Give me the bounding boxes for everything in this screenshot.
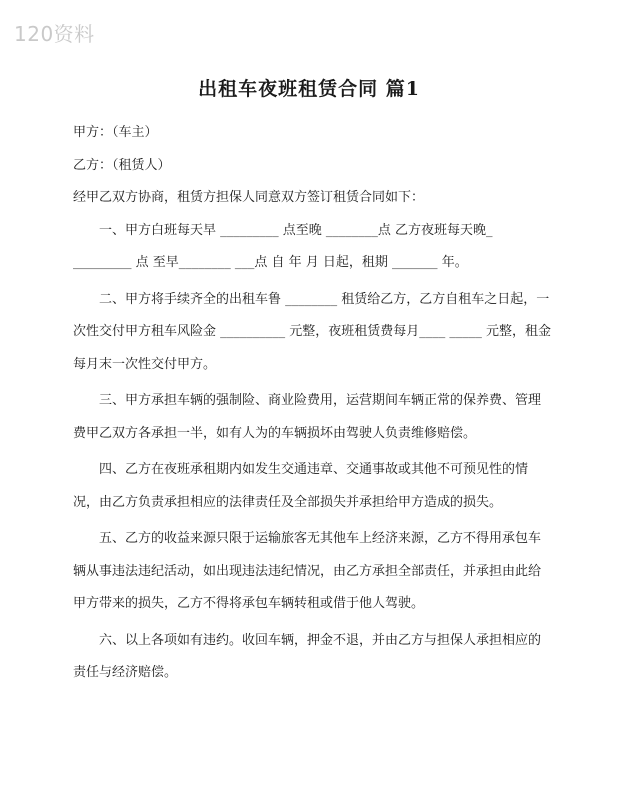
clause-2: 二、甲方将手续齐全的出租车鲁 ________ 租赁给乙方，乙方自租车之日起，一次性交付甲方租车风险金 __________ 元整，夜班租赁费每月____ _____ 元整，租金每月末一次性交付甲方。 [73,291,552,372]
clause-3: 三、甲方承担车辆的强制险、商业险费用，运营期间车辆正常的保养费、管理费甲乙双方各承担一半，如有人为的车辆损坏由驾驶人负责维修赔偿。 [73,393,542,441]
clause-6: 六、以上各项如有违约。收回车辆，押金不退，并由乙方与担保人承担相应的责任与经济赔偿。 [73,632,542,680]
party-a-line: 甲方：（车主） [73,125,158,140]
intro-line: 经甲乙双方协商，租赁方担保人同意双方签订租赁合同如下： [73,190,425,205]
clause-5: 五、乙方的收益来源只限于运输旅客无其他车上经济来源，乙方不得用承包车辆从事违法违纪活动，如出现违法违纪情况，由乙方承担全部责任，并承担由此给甲方带来的损失，乙方不得将承包车辆转租或借于他人驾驶。 [73,531,542,611]
watermark: 120资料 [14,22,95,46]
clause-1: 一、甲方白班每天早 _________ 点至晚 ________点 乙方夜班每天晚_ _________ 点 至早________ ___点 自 年 月 日起，租期 _______ 年。 [73,222,493,270]
document-body [73,117,553,690]
party-b-line: 乙方：（租赁人） [73,157,171,173]
document-title: 出租车夜班租赁合同 篇1 [198,78,420,100]
clause-4: 四、乙方在夜班承租期内如发生交通违章、交通事故或其他不可预见性的情况，由乙方负责承担相应的法律责任及全部损失并承担给甲方造成的损失。 [73,462,529,510]
